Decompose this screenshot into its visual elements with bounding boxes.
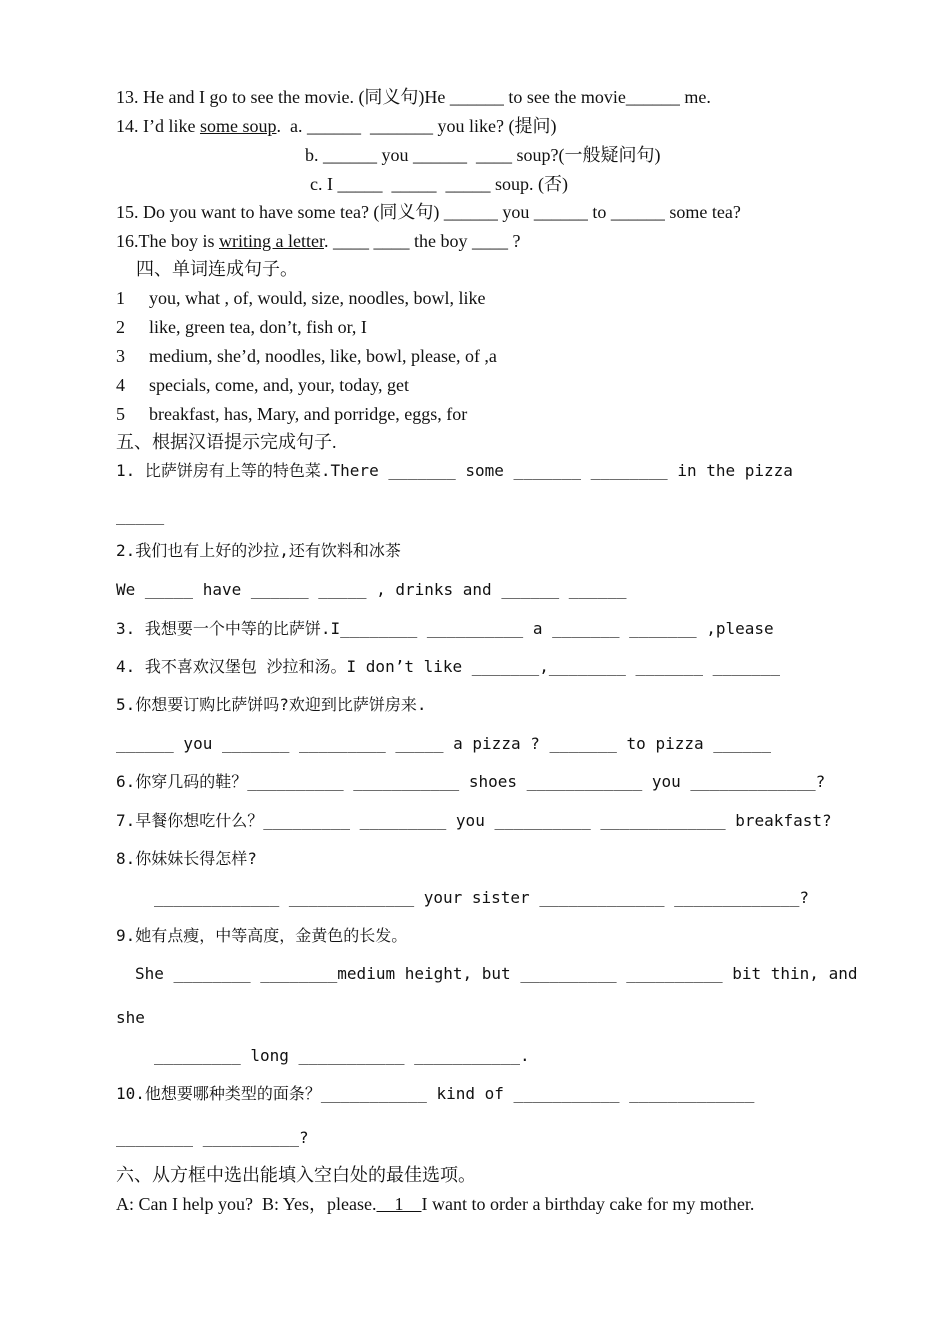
part5-q9-en1: She ________ ________medium height, but __________ __________ bit thin, and <box>135 964 858 983</box>
question-14b: b. ______ you ______ ____ soup?(一般疑问句) <box>305 145 661 165</box>
part4-item <box>116 318 125 336</box>
item-number: 5 <box>116 404 125 424</box>
part4-heading: 四、单词连成句子。 <box>136 259 298 279</box>
part5-q10: 10.他想要哪种类型的面条？___________ kind of ___________ _____________ <box>116 1084 755 1103</box>
question-14c: c. I _____ _____ _____ soup. (否) <box>310 174 568 194</box>
part6-line1-prefix: A: Can I help you? B: Yes，please. <box>116 1194 377 1214</box>
part6-line1 <box>116 1195 754 1213</box>
part5-q3: 3. 我想要一个中等的比萨饼.I________ __________ a _______ _______ ,please <box>116 619 774 638</box>
part4-item-text: medium, she’d, noodles, like, bowl, please, of ,a <box>149 346 497 366</box>
question-16-underlined: writing a letter <box>219 231 324 251</box>
part4-item-text: like, green tea, don’t, fish or, I <box>149 317 367 337</box>
part5-q8-zh: 8.你妹妹长得怎样? <box>116 849 257 868</box>
part4-item-text: you, what , of, would, size, noodles, bowl, like <box>149 288 486 308</box>
part4-item <box>116 376 125 394</box>
question-13: 13. He and I go to see the movie. (同义句)He ______ to see the movie______ me. <box>116 87 711 107</box>
question-16 <box>116 232 520 250</box>
answer-blank[interactable]: 1 <box>376 1194 422 1214</box>
part4-item-text: breakfast, has, Mary, and porridge, eggs, for <box>149 404 468 424</box>
part5-heading: 五、根据汉语提示完成句子. <box>116 432 337 452</box>
part5-q5-en: ______ you _______ _________ _____ a pizza ? _______ to pizza ______ <box>116 734 772 753</box>
part6-line1-suffix: I want to order a birthday cake for my mother. <box>421 1194 755 1214</box>
question-16-suffix: . ____ ____ the boy ____ ? <box>323 231 521 251</box>
question-14a <box>116 117 556 135</box>
part5-q10-cont: ________ __________? <box>116 1128 309 1147</box>
part5-q4: 4. 我不喜欢汉堡包 沙拉和汤。I don’t like _______,________ _______ _______ <box>116 657 781 676</box>
part5-q9-en3: _________ long ___________ ___________. <box>154 1046 530 1065</box>
part5-q5-zh: 5.你想要订购比萨饼吗?欢迎到比萨饼房来. <box>116 695 427 714</box>
part4-item-text: specials, come, and, your, today, get <box>149 375 410 395</box>
part5-q1: 1. 比萨饼房有上等的特色菜.There _______ some _______ ________ in the pizza <box>116 461 793 480</box>
part4-item <box>116 347 125 365</box>
part5-q6: 6.你穿几码的鞋？__________ ___________ shoes ____________ you _____________? <box>116 772 826 791</box>
part4-item <box>116 405 125 423</box>
question-15: 15. Do you want to have some tea? (同义句) ______ you ______ to ______ some tea? <box>116 202 741 222</box>
part5-q1-cont: _____ <box>116 506 165 525</box>
question-14-suffix: . a. ______ _______ you like? (提问) <box>276 116 557 136</box>
part5-q2-zh: 2.我们也有上好的沙拉,还有饮料和冰茶 <box>116 541 401 560</box>
part6-heading: 六、从方框中选出能填入空白处的最佳选项。 <box>116 1165 476 1185</box>
part5-q8-en: _____________ _____________ your sister _____________ _____________? <box>154 888 810 907</box>
item-number: 1 <box>116 288 125 308</box>
question-14-underlined: some soup <box>199 116 277 136</box>
item-number: 3 <box>116 346 125 366</box>
item-number: 2 <box>116 317 125 337</box>
part5-q9-zh: 9.她有点瘦，中等高度，金黄色的长发。 <box>116 926 408 945</box>
part5-q2-en: We _____ have ______ _____ , drinks and ______ ______ <box>116 580 627 599</box>
item-number: 4 <box>116 375 125 395</box>
part4-item <box>116 289 125 307</box>
part5-q7: 7.早餐你想吃什么？_________ _________ you __________ _____________ breakfast? <box>116 811 832 830</box>
question-14-prefix: 14. I’d like <box>116 116 200 136</box>
part5-q9-en2: she <box>116 1008 145 1027</box>
question-16-prefix: 16.The boy is <box>116 231 219 251</box>
